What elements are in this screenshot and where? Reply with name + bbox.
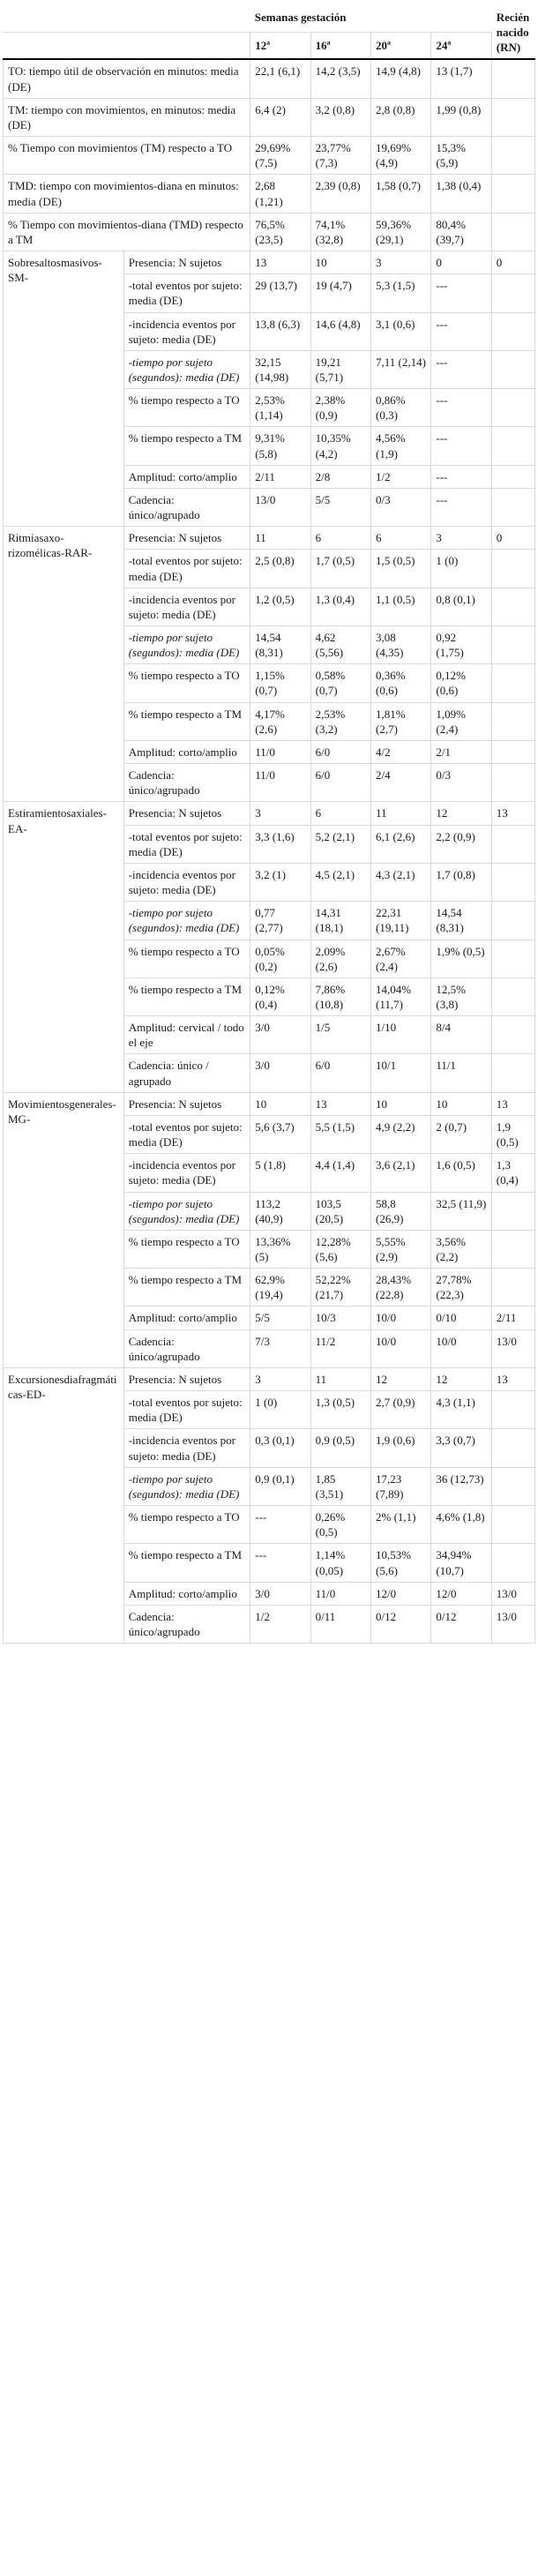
table-cell: 3,3 (0,7): [431, 1429, 491, 1467]
summary-label: TO: tiempo útil de observación en minutos: media (DE): [4, 59, 250, 98]
table-cell: 12: [431, 802, 491, 825]
table-cell: 11/0: [250, 740, 310, 763]
row-label: -incidencia eventos por sujeto: media (DE): [123, 863, 250, 901]
movements-table: [3, 3, 535, 1644]
rn-cell: [491, 427, 534, 465]
summary-label: % Tiempo con movimientos-diana (TMD) respecto a TM: [4, 213, 250, 251]
summary-row: [4, 98, 535, 136]
table-cell: 10,53% (5,6): [371, 1544, 431, 1582]
table-cell: 0,9 (0,1): [250, 1467, 310, 1505]
table-cell: 13,8 (6,3): [250, 312, 310, 350]
table-cell: 13: [310, 1092, 370, 1115]
table-cell: 1,09% (2,4): [431, 702, 491, 740]
table-cell: 13/0: [250, 488, 310, 526]
table-cell: 3: [250, 1367, 310, 1390]
table-cell: 27,78% (22,3): [431, 1269, 491, 1307]
table-cell: 0/11: [310, 1605, 370, 1643]
row-label: -incidencia eventos por sujeto: media (DE): [123, 312, 250, 350]
header-weeks-title: Semanas gestación: [250, 3, 491, 32]
table-cell: 2/11: [250, 465, 310, 488]
row-label: % tiempo respecto a TM: [123, 1544, 250, 1582]
rn-cell: 13/0: [491, 1605, 534, 1643]
table-cell: 9,31% (5,8): [250, 427, 310, 465]
row-label: -total eventos por sujeto: media (DE): [123, 1115, 250, 1153]
rn-cell: [491, 1467, 534, 1505]
rn-cell: [491, 977, 534, 1015]
header-blank: [4, 32, 250, 59]
table-cell: 5,5 (1,5): [310, 1115, 370, 1153]
table-cell: 2,38% (0,9): [310, 389, 370, 427]
table-cell: 5/5: [250, 1307, 310, 1329]
table-cell: 0,36% (0,6): [371, 664, 431, 702]
table-cell: 19,69% (4,9): [371, 137, 431, 175]
table-cell: 14,9 (4,8): [371, 59, 431, 98]
table-cell: 12/0: [431, 1582, 491, 1605]
table-cell: 3,6 (2,1): [371, 1154, 431, 1192]
row-label: Presencia: N sujetos: [123, 802, 250, 825]
table-cell: 4,9 (2,2): [371, 1115, 431, 1153]
row-label: % tiempo respecto a TO: [123, 1506, 250, 1544]
rn-cell: [491, 1192, 534, 1230]
rn-cell: [491, 825, 534, 863]
row-label: Cadencia: único / agrupado: [123, 1054, 250, 1092]
row-label: Cadencia: único/agrupado: [123, 764, 250, 802]
table-cell: 5 (1,8): [250, 1154, 310, 1192]
table-cell: 2/4: [371, 764, 431, 802]
table-cell: 1,7 (0,5): [310, 550, 370, 588]
row-label: Amplitud: corto/amplio: [123, 740, 250, 763]
table-cell: ---: [431, 274, 491, 312]
rn-cell: 13: [491, 1367, 534, 1390]
table-cell: 19,21 (5,71): [310, 350, 370, 388]
table-cell: 3,1 (0,6): [371, 312, 431, 350]
rn-cell: [491, 1054, 534, 1092]
table-cell: 6/0: [310, 740, 370, 763]
table-cell: 5,6 (3,7): [250, 1115, 310, 1153]
table-cell: 4,4 (1,4): [310, 1154, 370, 1192]
table-cell: 3,2 (0,8): [310, 98, 370, 136]
table-cell: 0,8 (0,1): [431, 588, 491, 625]
table-cell: 5,2 (2,1): [310, 825, 370, 863]
table-cell: 2/1: [431, 740, 491, 763]
table-cell: 3,2 (1): [250, 863, 310, 901]
table-cell: 6,1 (2,6): [371, 825, 431, 863]
row-label: -total eventos por sujeto: media (DE): [123, 274, 250, 312]
table-cell: 0,92 (1,75): [431, 626, 491, 664]
table-cell: 7,11 (2,14): [371, 350, 431, 388]
rn-cell: [491, 588, 534, 625]
rn-cell: [491, 740, 534, 763]
table-cell: ---: [431, 465, 491, 488]
rn-cell: [491, 213, 534, 251]
rn-cell: [491, 389, 534, 427]
table-cell: 6: [371, 527, 431, 550]
table-cell: 74,1% (32,8): [310, 213, 370, 251]
rn-cell: [491, 175, 534, 213]
table-cell: 1 (0): [431, 550, 491, 588]
rn-cell: [491, 1016, 534, 1054]
table-cell: 76,5% (23,5): [250, 213, 310, 251]
table-cell: 12/0: [371, 1582, 431, 1605]
table-cell: 1,99 (0,8): [431, 98, 491, 136]
header-week-12: 12ª: [250, 32, 310, 59]
table-cell: 3: [250, 802, 310, 825]
table-cell: 2% (1,1): [371, 1506, 431, 1544]
rn-cell: 0: [491, 251, 534, 274]
table-cell: 5/5: [310, 488, 370, 526]
table-cell: 1,15% (0,7): [250, 664, 310, 702]
table-cell: 0,26% (0,5): [310, 1506, 370, 1544]
table-cell: 0: [431, 251, 491, 274]
table-cell: 1,9 (0,6): [371, 1429, 431, 1467]
table-cell: 0,9 (0,5): [310, 1429, 370, 1467]
table-cell: 2,7 (0,9): [371, 1391, 431, 1429]
table-cell: 1,9% (0,5): [431, 940, 491, 977]
rn-cell: [491, 1230, 534, 1268]
table-cell: 12: [431, 1367, 491, 1390]
table-row: [4, 527, 535, 550]
row-label: -incidencia eventos por sujeto: media (DE): [123, 1154, 250, 1192]
summary-row: [4, 175, 535, 213]
table-cell: 2,68 (1,21): [250, 175, 310, 213]
table-cell: 14,54 (8,31): [250, 626, 310, 664]
table-cell: 3,3 (1,6): [250, 825, 310, 863]
table-cell: 1,1 (0,5): [371, 588, 431, 625]
table-cell: 0,3 (0,1): [250, 1429, 310, 1467]
table-cell: 0,86% (0,3): [371, 389, 431, 427]
rn-cell: [491, 274, 534, 312]
row-label: -total eventos por sujeto: media (DE): [123, 1391, 250, 1429]
table-cell: 14,54 (8,31): [431, 902, 491, 940]
table-cell: 10: [371, 1092, 431, 1115]
table-cell: 32,15 (14,98): [250, 350, 310, 388]
table-cell: 4,6% (1,8): [431, 1506, 491, 1544]
table-cell: 103,5 (20,5): [310, 1192, 370, 1230]
table-cell: 29,69% (7,5): [250, 137, 310, 175]
rn-cell: 13/0: [491, 1329, 534, 1367]
table-cell: 8/4: [431, 1016, 491, 1054]
table-cell: 2,67% (2,4): [371, 940, 431, 977]
table-cell: 3/0: [250, 1054, 310, 1092]
table-cell: 1,5 (0,5): [371, 550, 431, 588]
table-cell: 14,31 (18,1): [310, 902, 370, 940]
table-cell: 3: [371, 251, 431, 274]
table-cell: ---: [431, 488, 491, 526]
table-cell: 17,23 (7,89): [371, 1467, 431, 1505]
table-cell: 0,58% (0,7): [310, 664, 370, 702]
table-cell: 1/5: [310, 1016, 370, 1054]
table-cell: 5,55% (2,9): [371, 1230, 431, 1268]
table-cell: 4,5 (2,1): [310, 863, 370, 901]
table-cell: 1 (0): [250, 1391, 310, 1429]
row-label: -total eventos por sujeto: media (DE): [123, 550, 250, 588]
table-cell: 1,3 (0,4): [310, 588, 370, 625]
table-row: [4, 802, 535, 825]
table-cell: 10/0: [431, 1329, 491, 1367]
group-name: Movimientosgenerales-MG-: [4, 1092, 124, 1367]
table-cell: 3,08 (4,35): [371, 626, 431, 664]
table-cell: 113,2 (40,9): [250, 1192, 310, 1230]
table-cell: ---: [250, 1544, 310, 1582]
header-corner: [4, 3, 250, 32]
summary-row: [4, 213, 535, 251]
table-cell: 14,6 (4,8): [310, 312, 370, 350]
table-cell: 11/2: [310, 1329, 370, 1367]
table-cell: 7/3: [250, 1329, 310, 1367]
table-cell: 1/2: [250, 1605, 310, 1643]
table-cell: 4,62 (5,56): [310, 626, 370, 664]
row-label: Presencia: N sujetos: [123, 1092, 250, 1115]
rn-cell: 13/0: [491, 1582, 534, 1605]
table-cell: 15,3% (5,9): [431, 137, 491, 175]
row-label: % tiempo respecto a TO: [123, 664, 250, 702]
row-label: Amplitud: corto/amplio: [123, 1582, 250, 1605]
header-week-20: 20ª: [371, 32, 431, 59]
table-cell: 10: [250, 1092, 310, 1115]
table-cell: 11/1: [431, 1054, 491, 1092]
table-cell: 11: [310, 1367, 370, 1390]
rn-cell: [491, 465, 534, 488]
row-label: -incidencia eventos por sujeto: media (DE): [123, 1429, 250, 1467]
row-label: Cadencia: único/agrupado: [123, 1329, 250, 1367]
table-cell: 11: [250, 527, 310, 550]
table-cell: 2,2 (0,9): [431, 825, 491, 863]
row-label: -tiempo por sujeto (segundos): media (DE): [123, 1192, 250, 1230]
table-cell: 0/3: [431, 764, 491, 802]
rn-cell: [491, 550, 534, 588]
table-cell: 12,5% (3,8): [431, 977, 491, 1015]
rn-cell: [491, 902, 534, 940]
rn-cell: [491, 1506, 534, 1544]
summary-label: TM: tiempo con movimientos, en minutos: media (DE): [4, 98, 250, 136]
table-cell: 22,1 (6,1): [250, 59, 310, 98]
table-cell: 3: [431, 527, 491, 550]
rn-cell: 13: [491, 802, 534, 825]
table-cell: 1/10: [371, 1016, 431, 1054]
row-label: % tiempo respecto a TO: [123, 940, 250, 977]
rn-cell: 0: [491, 527, 534, 550]
table-cell: 22,31 (19,11): [371, 902, 431, 940]
table-cell: 1,14% (0,05): [310, 1544, 370, 1582]
row-label: % tiempo respecto a TM: [123, 702, 250, 740]
table-cell: 13 (1,7): [431, 59, 491, 98]
table-cell: 1,85 (3,51): [310, 1467, 370, 1505]
table-cell: 80,4% (39,7): [431, 213, 491, 251]
table-cell: 6/0: [310, 1054, 370, 1092]
table-cell: 4,3 (1,1): [431, 1391, 491, 1429]
table-cell: 4/2: [371, 740, 431, 763]
summary-row: [4, 59, 535, 98]
table-cell: 1/2: [371, 465, 431, 488]
table-cell: 10/0: [371, 1307, 431, 1329]
table-cell: 11: [371, 802, 431, 825]
rn-cell: [491, 312, 534, 350]
table-cell: 0,77 (2,77): [250, 902, 310, 940]
group-name: Ritmiasaxo-rizomélicas-RAR-: [4, 527, 124, 802]
rn-cell: 13: [491, 1092, 534, 1115]
header-week-16: 16ª: [310, 32, 370, 59]
table-cell: 62,9% (19,4): [250, 1269, 310, 1307]
table-cell: 14,04% (11,7): [371, 977, 431, 1015]
row-label: % tiempo respecto a TO: [123, 1230, 250, 1268]
table-cell: 2,53% (3,2): [310, 702, 370, 740]
table-cell: 12: [371, 1367, 431, 1390]
table-cell: 1,3 (0,5): [310, 1391, 370, 1429]
table-cell: 14,2 (3,5): [310, 59, 370, 98]
table-cell: 0/10: [431, 1307, 491, 1329]
summary-row: [4, 137, 535, 175]
table-cell: 3,56% (2,2): [431, 1230, 491, 1268]
table-cell: 10/1: [371, 1054, 431, 1092]
table-cell: 1,2 (0,5): [250, 588, 310, 625]
rn-cell: [491, 626, 534, 664]
table-cell: 0/12: [431, 1605, 491, 1643]
row-label: % tiempo respecto a TM: [123, 1269, 250, 1307]
table-cell: ---: [431, 312, 491, 350]
table-cell: 4,3 (2,1): [371, 863, 431, 901]
table-cell: 1,81% (2,7): [371, 702, 431, 740]
header-rn-title: Recién nacido (RN): [491, 3, 534, 59]
group-name: Excursionesdiafragmáticas-ED-: [4, 1367, 124, 1643]
table-cell: 3/0: [250, 1016, 310, 1054]
row-label: -tiempo por sujeto (segundos): media (DE): [123, 902, 250, 940]
summary-label: TMD: tiempo con movimientos-diana en minutos: media (DE): [4, 175, 250, 213]
row-label: % tiempo respecto a TM: [123, 427, 250, 465]
header-row-weeks: [4, 32, 535, 59]
table-cell: 10: [310, 251, 370, 274]
table-cell: 23,77% (7,3): [310, 137, 370, 175]
rn-cell: [491, 350, 534, 388]
row-label: -incidencia eventos por sujeto: media (DE): [123, 588, 250, 625]
row-label: Amplitud: corto/amplio: [123, 1307, 250, 1329]
rn-cell: [491, 1391, 534, 1429]
table-cell: 2/8: [310, 465, 370, 488]
table-cell: 0,05% (0,2): [250, 940, 310, 977]
table-cell: 0,12% (0,6): [431, 664, 491, 702]
group-name: Sobresaltosmasivos-SM-: [4, 251, 124, 527]
table-row: [4, 251, 535, 274]
header-row-top: [4, 3, 535, 32]
rn-cell: [491, 98, 534, 136]
rn-cell: [491, 488, 534, 526]
header-week-24: 24ª: [431, 32, 491, 59]
table-cell: 12,28% (5,6): [310, 1230, 370, 1268]
row-label: Cadencia: único/agrupado: [123, 488, 250, 526]
table-cell: 36 (12,73): [431, 1467, 491, 1505]
table-cell: 11/0: [310, 1582, 370, 1605]
table-cell: 58,8 (26,9): [371, 1192, 431, 1230]
rn-cell: 1,3 (0,4): [491, 1154, 534, 1192]
row-label: Amplitud: cervical / todo el eje: [123, 1016, 250, 1054]
table-cell: 6: [310, 527, 370, 550]
table-cell: ---: [250, 1506, 310, 1544]
table-cell: 29 (13,7): [250, 274, 310, 312]
table-cell: ---: [431, 427, 491, 465]
table-body: [4, 59, 535, 1643]
table-cell: 2,5 (0,8): [250, 550, 310, 588]
table-cell: 13: [250, 251, 310, 274]
table-cell: 32,5 (11,9): [431, 1192, 491, 1230]
rn-cell: [491, 1269, 534, 1307]
table-cell: 52,22% (21,7): [310, 1269, 370, 1307]
table-cell: 1,58 (0,7): [371, 175, 431, 213]
table-cell: ---: [431, 389, 491, 427]
rn-cell: 2/11: [491, 1307, 534, 1329]
row-label: Amplitud: corto/amplio: [123, 465, 250, 488]
row-label: -tiempo por sujeto (segundos): media (DE): [123, 1467, 250, 1505]
table-cell: ---: [431, 350, 491, 388]
table-cell: 19 (4,7): [310, 274, 370, 312]
table-cell: 2 (0,7): [431, 1115, 491, 1153]
row-label: Presencia: N sujetos: [123, 527, 250, 550]
row-label: Presencia: N sujetos: [123, 251, 250, 274]
table-cell: 11/0: [250, 764, 310, 802]
summary-label: % Tiempo con movimientos (TM) respecto a TO: [4, 137, 250, 175]
rn-cell: [491, 764, 534, 802]
table-row: [4, 1367, 535, 1390]
table-cell: 28,43% (22,8): [371, 1269, 431, 1307]
table-cell: 5,3 (1,5): [371, 274, 431, 312]
rn-cell: [491, 1429, 534, 1467]
group-name: Estiramientosaxiales-EA-: [4, 802, 124, 1092]
table-cell: 4,17% (2,6): [250, 702, 310, 740]
row-label: -tiempo por sujeto (segundos): media (DE): [123, 350, 250, 388]
row-label: -tiempo por sujeto (segundos): media (DE): [123, 626, 250, 664]
rn-cell: [491, 1544, 534, 1582]
table-cell: 6: [310, 802, 370, 825]
table-cell: 1,6 (0,5): [431, 1154, 491, 1192]
table-cell: 2,53% (1,14): [250, 389, 310, 427]
table-cell: 1,7 (0,8): [431, 863, 491, 901]
table-cell: 0,12% (0,4): [250, 977, 310, 1015]
table-cell: 4,56% (1,9): [371, 427, 431, 465]
table-cell: 13,36% (5): [250, 1230, 310, 1268]
table-cell: 7,86% (10,8): [310, 977, 370, 1015]
row-label: Cadencia: único/agrupado: [123, 1605, 250, 1643]
table-cell: 10: [431, 1092, 491, 1115]
rn-cell: [491, 137, 534, 175]
table-cell: 3/0: [250, 1582, 310, 1605]
table-cell: 0/3: [371, 488, 431, 526]
table-cell: 10,35% (4,2): [310, 427, 370, 465]
table-cell: 1,38 (0,4): [431, 175, 491, 213]
rn-cell: [491, 863, 534, 901]
table-cell: 59,36% (29,1): [371, 213, 431, 251]
table-cell: 2,39 (0,8): [310, 175, 370, 213]
table-cell: 2,09% (2,6): [310, 940, 370, 977]
row-label: -total eventos por sujeto: media (DE): [123, 825, 250, 863]
table-cell: 10/3: [310, 1307, 370, 1329]
rn-cell: [491, 59, 534, 98]
table-cell: 6/0: [310, 764, 370, 802]
rn-cell: 1,9 (0,5): [491, 1115, 534, 1153]
row-label: % tiempo respecto a TO: [123, 389, 250, 427]
table-cell: 10/0: [371, 1329, 431, 1367]
row-label: Presencia: N sujetos: [123, 1367, 250, 1390]
rn-cell: [491, 702, 534, 740]
table-cell: 6,4 (2): [250, 98, 310, 136]
table-cell: 0/12: [371, 1605, 431, 1643]
table-cell: 2,8 (0,8): [371, 98, 431, 136]
table-cell: 34,94% (10,7): [431, 1544, 491, 1582]
table-row: [4, 1092, 535, 1115]
rn-cell: [491, 664, 534, 702]
rn-cell: [491, 940, 534, 977]
row-label: % tiempo respecto a TM: [123, 977, 250, 1015]
